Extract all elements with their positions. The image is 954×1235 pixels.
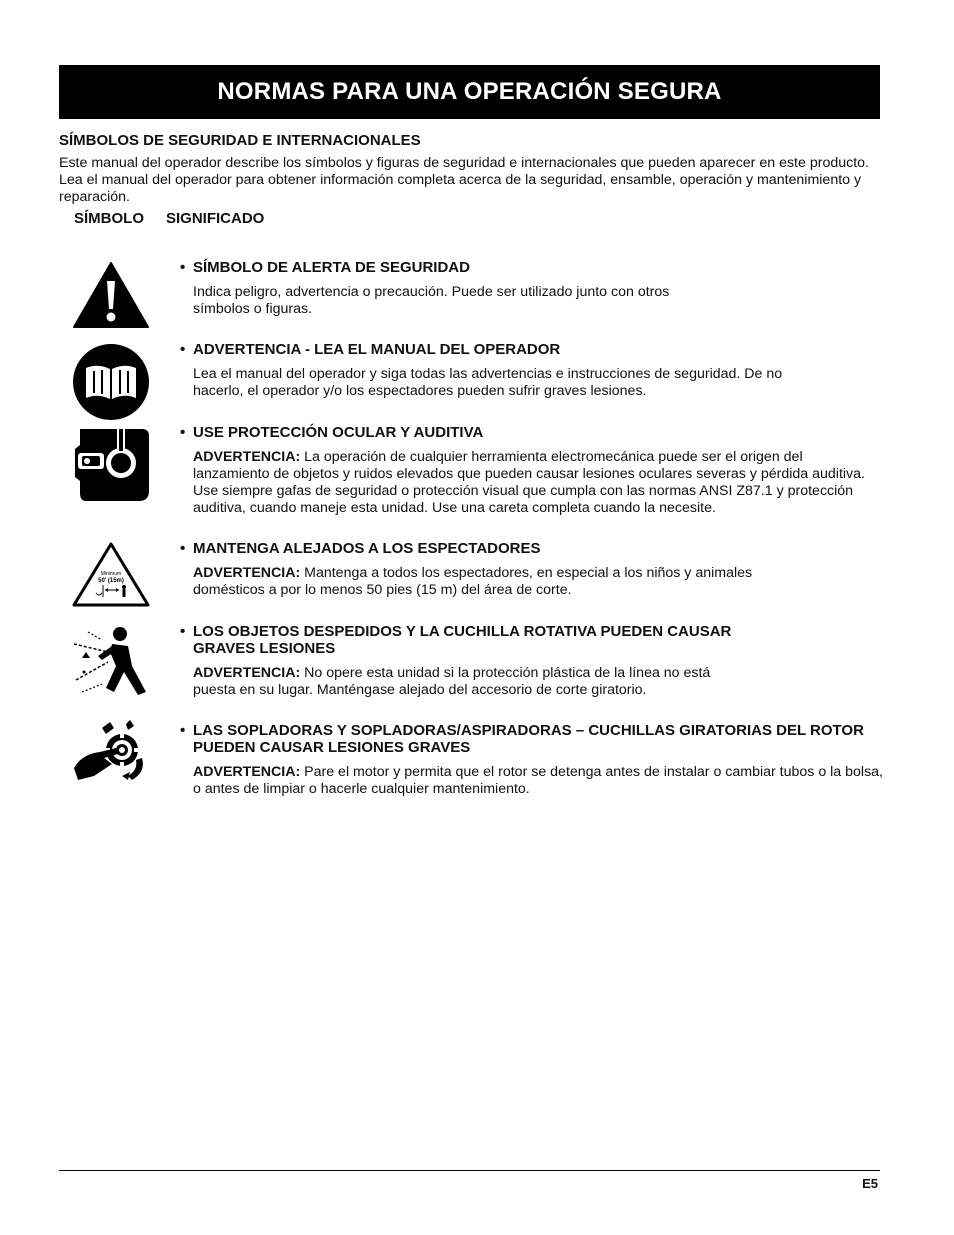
entry-title: ADVERTENCIA - LEA EL MANUAL DEL OPERADOR bbox=[193, 341, 561, 358]
entry-label: ADVERTENCIA: bbox=[193, 565, 301, 581]
entry-body: Mantenga a todos los espectadores, en especial a los niños y animales domésticos a por lo menos 50 pies (15 m) del área de corte. bbox=[193, 565, 753, 598]
safety-alert-triangle-icon bbox=[72, 261, 150, 329]
entry-title: SÍMBOLO DE ALERTA DE SEGURIDAD bbox=[193, 259, 470, 276]
bullet: • bbox=[180, 424, 186, 441]
entry-label: ADVERTENCIA: bbox=[193, 449, 301, 465]
rotating-impeller-hand-icon bbox=[72, 718, 150, 784]
read-manual-book-icon bbox=[72, 343, 150, 421]
column-header-symbol: SÍMBOLO bbox=[74, 210, 144, 227]
entry-title: LAS SOPLADORAS Y SOPLADORAS/ASPIRADORAS – CUCHILLAS GIRATORIAS DEL ROTOR PUEDEN CAUSAR LESIONES GRAVES bbox=[193, 722, 864, 756]
column-header-meaning: SIGNIFICADO bbox=[166, 210, 265, 227]
eye-ear-protection-icon bbox=[72, 425, 150, 503]
keep-bystanders-away-icon bbox=[72, 541, 150, 607]
entry-label: ADVERTENCIA: bbox=[193, 665, 301, 681]
entry-title: MANTENGA ALEJADOS A LOS ESPECTADORES bbox=[193, 540, 541, 557]
page-title: NORMAS PARA UNA OPERACIÓN SEGURA bbox=[217, 78, 722, 105]
entry-title: USE PROTECCIÓN OCULAR Y AUDITIVA bbox=[193, 424, 484, 441]
entry-label: ADVERTENCIA: bbox=[193, 764, 301, 780]
thrown-objects-icon bbox=[72, 622, 150, 698]
section-title: SÍMBOLOS DE SEGURIDAD E INTERNACIONALES bbox=[59, 132, 421, 149]
entry-eye-ear-protection bbox=[180, 424, 885, 517]
entry-keep-bystanders-away bbox=[180, 540, 885, 599]
entry-title: LOS OBJETOS DESPEDIDOS Y LA CUCHILLA ROTATIVA PUEDEN CAUSAR GRAVES LESIONES bbox=[193, 623, 732, 657]
entry-body: Pare el motor y permita que el rotor se detenga antes de instalar o cambiar tubos o la bolsa, o antes de limpiar o hacerle cualquier mantenimiento. bbox=[193, 764, 883, 797]
entry-body: No opere esta unidad si la protección plástica de la línea no está puesta en su lugar. Manténgase alejado del accesorio de corte giratorio. bbox=[193, 665, 711, 698]
entry-safety-alert bbox=[180, 259, 885, 318]
entry-body: Lea el manual del operador y siga todas las advertencias e instrucciones de seguridad. De no hacerlo, el operador y/o los espectadores pueden sufrir graves lesiones. bbox=[193, 366, 783, 399]
icon-text-distance: 50' (15m) bbox=[98, 578, 124, 584]
page-number: E5 bbox=[862, 1176, 878, 1191]
bullet: • bbox=[180, 259, 186, 276]
intro-paragraph: Este manual del operador describe los símbolos y figuras de seguridad e internacionales que pueden aparecer en este producto. Lea el manual del operador para obtener información completa acerca de la seguridad, ensamble, operación y mantenimiento y reparación. bbox=[59, 155, 869, 205]
entry-thrown-objects bbox=[180, 623, 885, 699]
bullet: • bbox=[180, 341, 186, 358]
bullet: • bbox=[180, 623, 186, 640]
footer-divider bbox=[59, 1170, 880, 1171]
entry-read-manual bbox=[180, 341, 885, 400]
bullet: • bbox=[180, 540, 186, 557]
bullet: • bbox=[180, 722, 186, 739]
entry-body: La operación de cualquier herramienta electromecánica puede ser el origen del lanzamiento de objetos y ruidos elevados que pueden causar lesiones oculares severas y pérdida auditiva. Use siempre gafas de seguridad o protección visual que cumpla con las normas ANSI Z87.1 y protección auditiva, cuando maneje esta unidad. Use una careta completa cuando la necesite. bbox=[193, 449, 865, 516]
page-title-banner bbox=[59, 65, 880, 119]
entry-body: Indica peligro, advertencia o precaución. Puede ser utilizado junto con otros símbolos o figuras. bbox=[193, 284, 670, 317]
icon-text-minimum: Minimum bbox=[100, 571, 122, 577]
entry-rotating-impeller bbox=[180, 722, 885, 798]
